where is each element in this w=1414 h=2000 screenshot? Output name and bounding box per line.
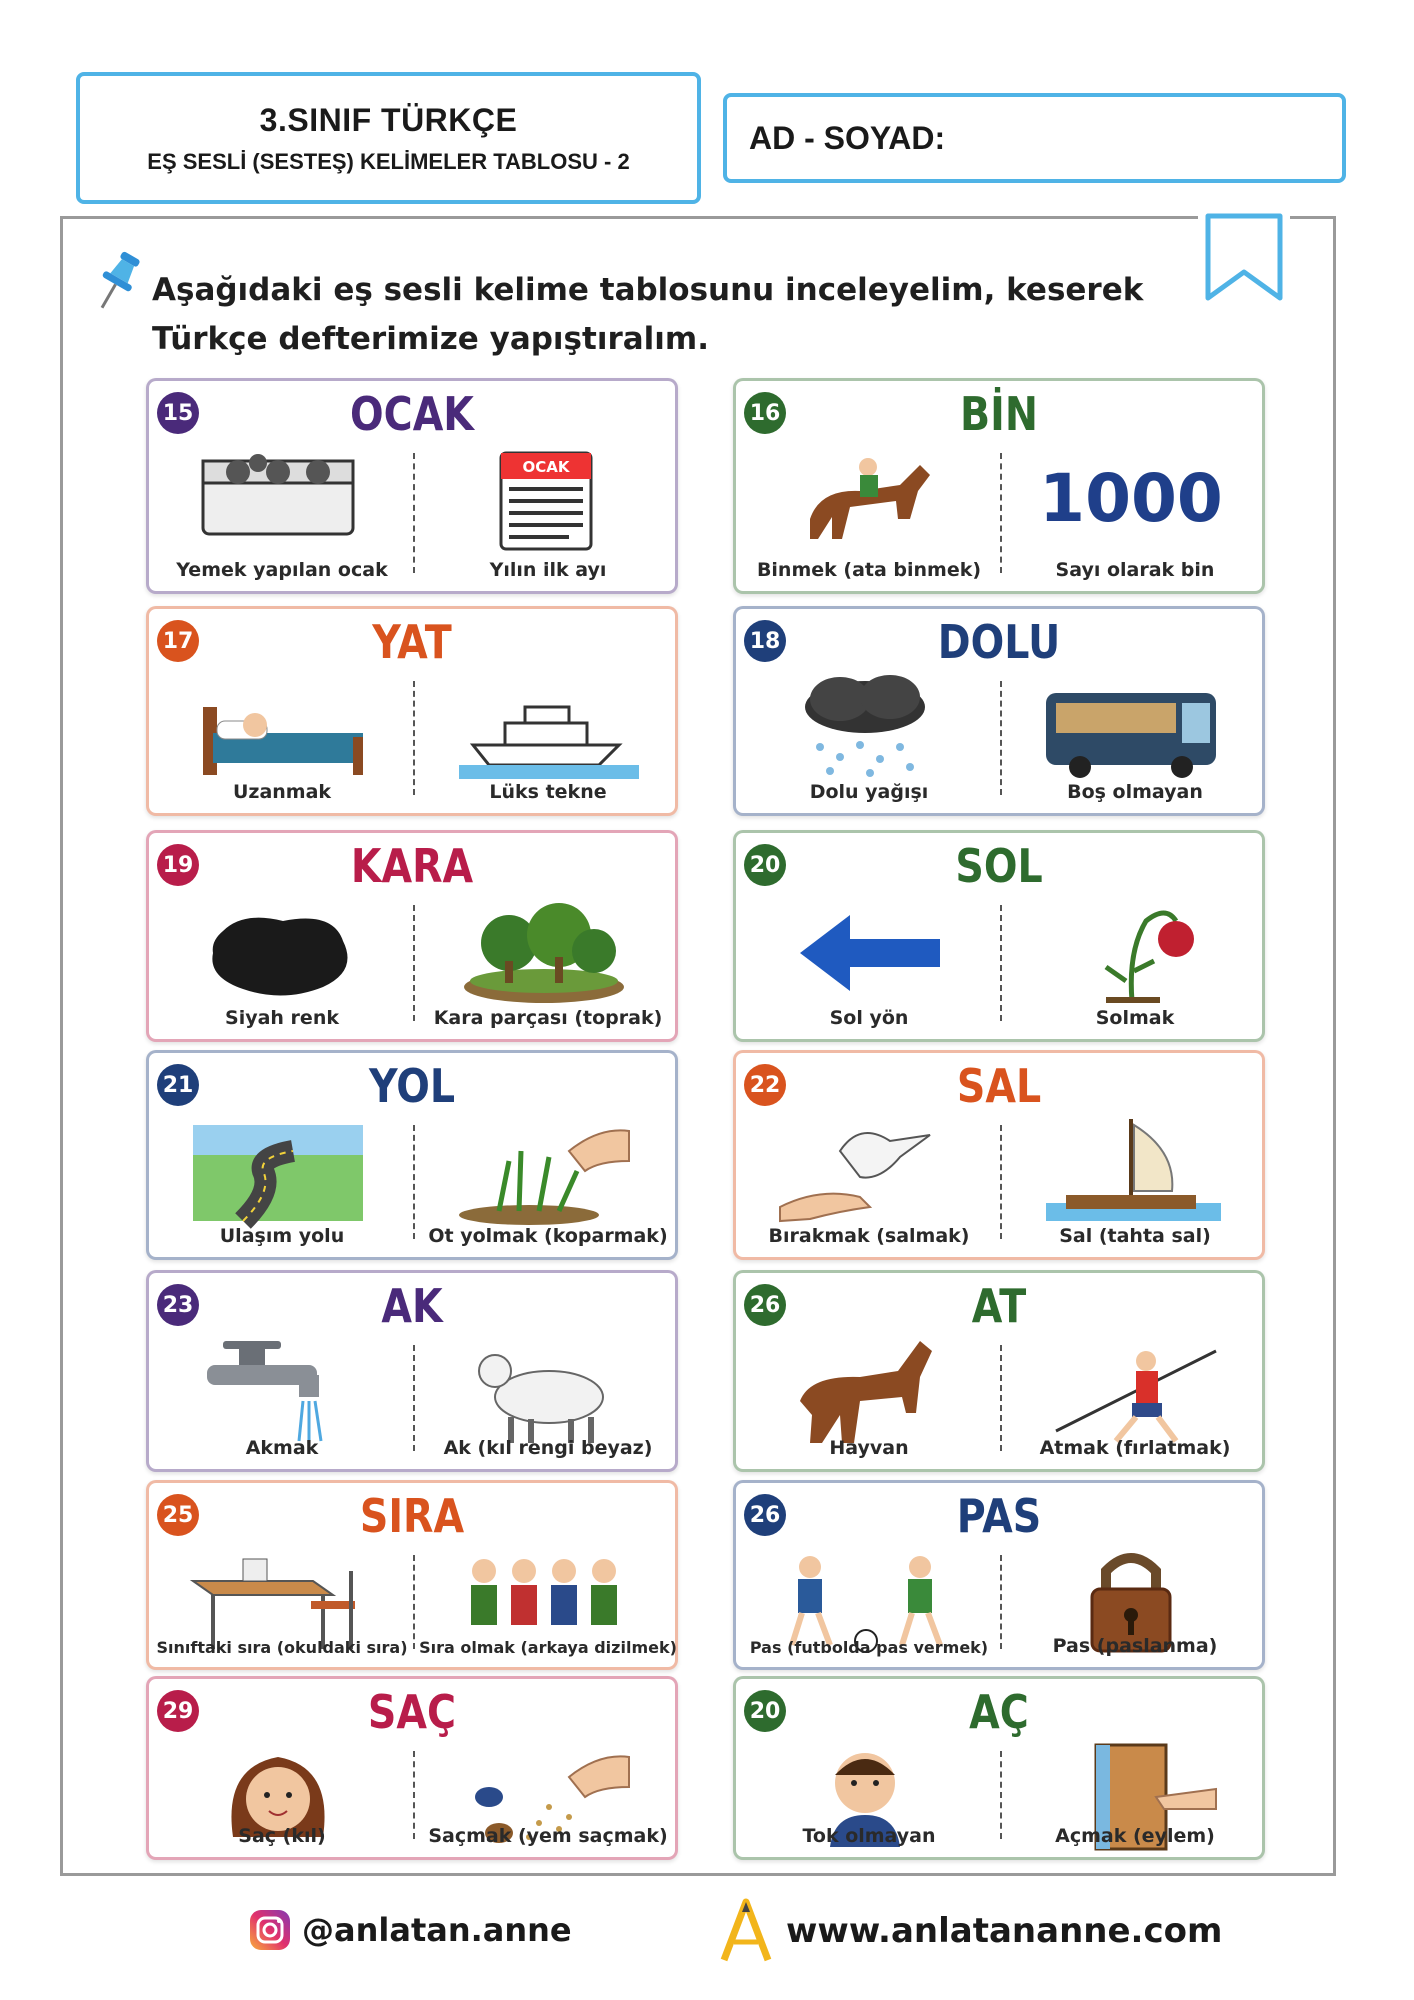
card-divider xyxy=(1000,905,1002,1021)
left-caption: Dolu yağışı xyxy=(809,781,929,803)
raft-icon xyxy=(1036,1111,1226,1231)
card-number-badge: 26 xyxy=(744,1284,786,1326)
wilted-flower-icon xyxy=(1036,891,1226,1011)
card-divider xyxy=(1000,1345,1002,1451)
word-card xyxy=(733,378,1265,594)
card-number-badge: 16 xyxy=(744,392,786,434)
card-word: OCAK xyxy=(350,387,474,441)
word-card xyxy=(733,830,1265,1042)
card-number-badge: 25 xyxy=(157,1494,199,1536)
card-word: YOL xyxy=(368,1059,456,1113)
word-card xyxy=(146,378,678,594)
javelin-thrower-icon xyxy=(1036,1331,1226,1451)
card-word: PAS xyxy=(956,1489,1042,1543)
card-divider xyxy=(413,905,415,1021)
name-label: AD - SOYAD: xyxy=(749,119,946,156)
right-caption: Kara parçası (toprak) xyxy=(433,1007,663,1029)
faucet-icon xyxy=(183,1331,373,1451)
instruction-line-2: Türkçe defterimize yapıştıralım. xyxy=(152,321,709,357)
word-card xyxy=(733,1480,1265,1670)
website-link[interactable] xyxy=(718,1898,1222,1964)
card-word: AT xyxy=(971,1279,1027,1333)
card-number-badge: 17 xyxy=(157,620,199,662)
card-divider xyxy=(1000,1125,1002,1239)
word-card xyxy=(146,1050,678,1260)
page-title: 3.SINIF TÜRKÇE xyxy=(259,101,518,138)
card-number-badge: 15 xyxy=(157,392,199,434)
word-card xyxy=(733,1676,1265,1860)
card-number-badge: 18 xyxy=(744,620,786,662)
right-caption: Yılın ilk ayı xyxy=(489,559,607,581)
left-caption: Binmek (ata binmek) xyxy=(756,559,982,581)
right-caption: Sal (tahta sal) xyxy=(1059,1225,1211,1247)
card-number-badge: 20 xyxy=(744,1690,786,1732)
left-caption: Yemek yapılan ocak xyxy=(176,559,388,581)
grass-hand-icon xyxy=(449,1111,639,1231)
card-number-badge: 23 xyxy=(157,1284,199,1326)
card-divider xyxy=(1000,453,1002,573)
card-divider xyxy=(413,1555,415,1649)
card-word: DOLU xyxy=(937,615,1061,669)
word-card xyxy=(733,1270,1265,1472)
dove-hand-icon xyxy=(770,1111,960,1231)
title-box xyxy=(76,72,701,204)
black-blob-icon xyxy=(183,891,373,1011)
card-divider xyxy=(413,681,415,795)
card-divider xyxy=(1000,1555,1002,1649)
left-caption: Sol yön xyxy=(829,1007,909,1029)
card-divider xyxy=(413,1345,415,1451)
calendar-icon xyxy=(449,439,639,559)
instagram-link[interactable] xyxy=(248,1908,572,1952)
card-word: SIRA xyxy=(359,1489,465,1543)
card-number-badge: 21 xyxy=(157,1064,199,1106)
right-caption: Atmak (fırlatmak) xyxy=(1039,1437,1231,1459)
card-divider xyxy=(413,1751,415,1839)
right-caption: Sayı olarak bin xyxy=(1055,559,1215,581)
pencil-a-logo-icon xyxy=(718,1898,774,1964)
pushpin-icon xyxy=(92,250,144,320)
right-caption: Sıra olmak (arkaya dizilmek) xyxy=(419,1638,677,1657)
right-caption: Ot yolmak (koparmak) xyxy=(428,1225,668,1247)
left-caption: Uzanmak xyxy=(232,781,332,803)
road-icon xyxy=(183,1111,373,1231)
name-field[interactable] xyxy=(723,93,1346,183)
instruction-line-1: Aşağıdaki eş sesli kelime tablosunu inceleyelim, keserek xyxy=(152,272,1144,308)
word-card xyxy=(146,830,678,1042)
card-word: SOL xyxy=(955,839,1043,893)
left-caption: Ulaşım yolu xyxy=(219,1225,345,1247)
right-caption: Solmak xyxy=(1095,1007,1175,1029)
card-number-badge: 29 xyxy=(157,1690,199,1732)
left-caption: Siyah renk xyxy=(225,1007,339,1029)
card-number-badge: 22 xyxy=(744,1064,786,1106)
instagram-icon xyxy=(248,1908,292,1952)
stove-icon xyxy=(183,439,373,559)
word-card xyxy=(146,1480,678,1670)
word-card xyxy=(146,606,678,816)
goat-icon xyxy=(449,1331,639,1451)
instagram-handle: @anlatan.anne xyxy=(302,1911,572,1949)
horse-icon xyxy=(770,1331,960,1451)
horse-rider-icon xyxy=(770,439,960,559)
page-subtitle: EŞ SESLİ (SESTEŞ) KELİMELER TABLOSU - 2 xyxy=(147,148,630,174)
card-divider xyxy=(413,453,415,573)
left-caption: Akmak xyxy=(245,1437,319,1459)
word-card xyxy=(146,1676,678,1860)
card-word: AÇ xyxy=(969,1685,1029,1739)
card-divider xyxy=(1000,1751,1002,1839)
card-divider xyxy=(413,1125,415,1239)
svg-text:1000: 1000 xyxy=(1039,460,1223,537)
left-caption: Tok olmayan xyxy=(802,1825,936,1847)
card-word: SAÇ xyxy=(367,1685,457,1739)
right-caption: Boş olmayan xyxy=(1067,781,1203,803)
card-word: YAT xyxy=(372,615,452,669)
card-number-badge: 19 xyxy=(157,844,199,886)
right-caption: Pas (paslanma) xyxy=(1052,1635,1218,1657)
website-url: www.anlatananne.com xyxy=(786,1911,1223,1951)
right-caption: Açmak (eylem) xyxy=(1055,1825,1215,1847)
right-caption: Saçmak (yem saçmak) xyxy=(428,1825,668,1847)
right-caption: Lüks tekne xyxy=(489,781,607,803)
left-caption: Sınıftaki sıra (okuldaki sıra) xyxy=(156,1638,408,1657)
island-icon xyxy=(449,891,639,1011)
card-divider xyxy=(1000,681,1002,795)
yacht-icon xyxy=(449,667,639,787)
card-number-badge: 26 xyxy=(744,1494,786,1536)
word-card xyxy=(146,1270,678,1472)
hail-cloud-icon xyxy=(770,667,960,787)
left-caption: Pas (futbolda pas vermek) xyxy=(749,1638,989,1657)
left-arrow-icon xyxy=(770,891,960,1011)
number-1000 xyxy=(1036,439,1226,559)
left-caption: Saç (kıl) xyxy=(238,1825,326,1847)
card-word: BİN xyxy=(960,387,1038,441)
card-word: AK xyxy=(381,1279,443,1333)
svg-text:OCAK: OCAK xyxy=(522,458,570,476)
word-card xyxy=(733,1050,1265,1260)
right-caption: Ak (kıl rengi beyaz) xyxy=(443,1437,653,1459)
bus-icon xyxy=(1036,667,1226,787)
left-caption: Hayvan xyxy=(829,1437,909,1459)
left-caption: Bırakmak (salmak) xyxy=(768,1225,970,1247)
card-word: SAL xyxy=(956,1059,1042,1113)
word-card xyxy=(733,606,1265,816)
card-number-badge: 20 xyxy=(744,844,786,886)
bed-icon xyxy=(183,667,373,787)
instruction-text xyxy=(152,266,1192,364)
bookmark-icon xyxy=(1198,210,1290,310)
card-word: KARA xyxy=(350,839,474,893)
